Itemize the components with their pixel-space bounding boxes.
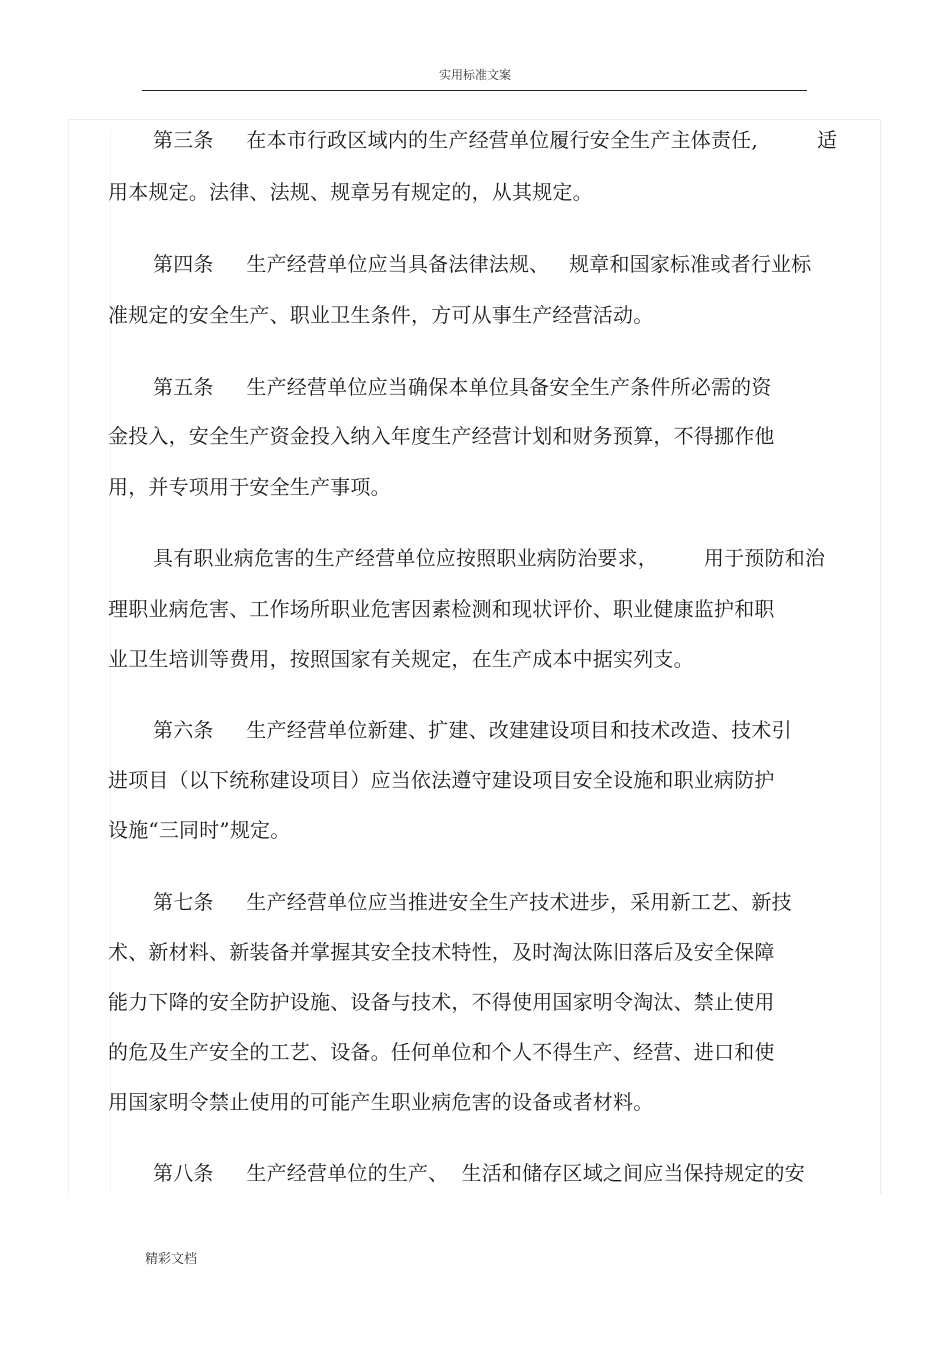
body-line: 第四条 生产经营单位应当具备法律法规、 规章和国家标准或者行业标 [153, 252, 812, 276]
body-line: 用，并专项用于安全生产事项。 [108, 475, 391, 499]
body-line: 第六条 生产经营单位新建、扩建、改建建设项目和技术改造、技术引 [153, 718, 792, 742]
body-line: 业卫生培训等费用，按照国家有关规定，在生产成本中据实列支。 [108, 647, 694, 671]
body-line: 用国家明令禁止使用的可能产生职业病危害的设备或者材料。 [108, 1090, 654, 1114]
body-line: 能力下降的安全防护设施、设备与技术，不得使用国家明令淘汰、禁止使用 [108, 990, 775, 1014]
body-line: 准规定的安全生产、职业卫生条件，方可从事生产经营活动。 [108, 303, 654, 327]
body-line: 第七条 生产经营单位应当推进安全生产技术进步，采用新工艺、新技 [153, 890, 792, 914]
page-footer-text: 精彩文档 [145, 1252, 198, 1267]
body-line: 术、新材料、新装备并掌握其安全技术特性，及时淘汰陈旧落后及安全保障 [108, 940, 775, 964]
body-line: 具有职业病危害的生产经营单位应按照职业病防治要求， 用于预防和治 [153, 546, 826, 570]
header-divider [142, 90, 807, 91]
body-line: 用本规定。法律、法规、规章另有规定的，从其规定。 [108, 180, 593, 204]
content-frame-left [68, 119, 69, 1194]
body-line: 第三条 在本市行政区域内的生产经营单位履行安全生产主体责任, 适 [153, 128, 838, 152]
content-frame-right [880, 119, 881, 1194]
content-frame-top [68, 119, 880, 120]
body-line: 的危及生产安全的工艺、设备。任何单位和个人不得生产、经营、进口和使 [108, 1040, 775, 1064]
body-line: 理职业病危害、工作场所职业危害因素检测和现状评价、职业健康监护和职 [108, 597, 775, 621]
body-line: 金投入，安全生产资金投入纳入年度生产经营计划和财务预算，不得挪作他 [108, 424, 775, 448]
body-line: 第五条 生产经营单位应当确保本单位具备安全生产条件所必需的资 [153, 375, 772, 399]
page-header-title: 实用标准文案 [438, 68, 511, 82]
body-line: 第八条 生产经营单位的生产、 生活和储存区域之间应当保持规定的安 [153, 1161, 805, 1185]
body-line: 设施“三同时”规定。 [108, 818, 291, 842]
body-line: 进项目（以下统称建设项目）应当依法遵守建设项目安全设施和职业病防护 [108, 768, 775, 792]
